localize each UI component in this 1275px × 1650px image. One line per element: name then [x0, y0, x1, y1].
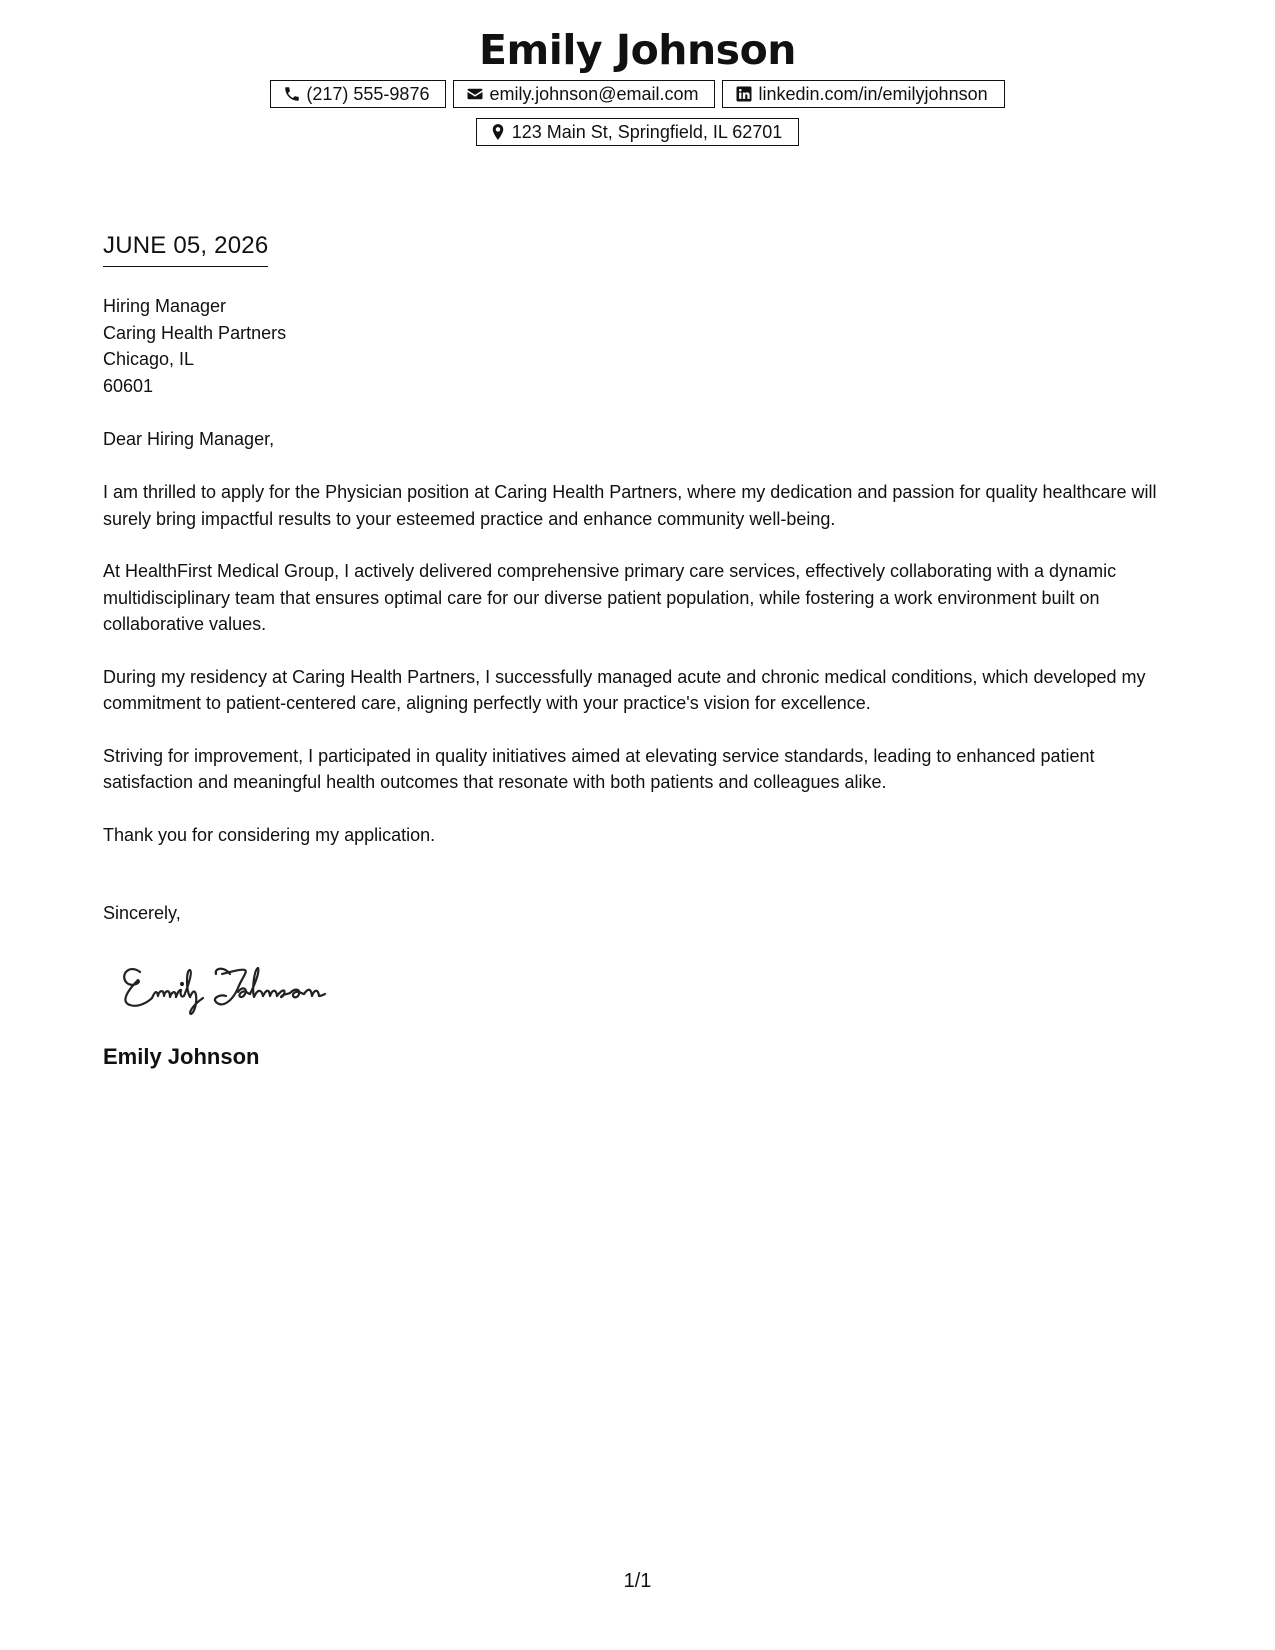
linkedin-url[interactable]: linkedin.com/in/emilyjohnson [758, 83, 988, 104]
body-paragraph: I am thrilled to apply for the Physician position at Caring Health Partners, where my dedication and passion for quality healthcare will surely bring impactful results to your esteemed practice and enhance community well-being. [103, 482, 1157, 529]
page-indicator: 1/1 [623, 1570, 652, 1592]
signer-name: Emily Johnson [103, 1044, 260, 1069]
letter-date: JUNE 05, 2026 [103, 232, 268, 267]
contact-row-primary [0, 80, 1275, 108]
closing: Sincerely, [103, 903, 181, 923]
linkedin-chip[interactable] [722, 80, 1004, 108]
envelope-icon [466, 85, 484, 103]
thank-you-line: Thank you for considering my application. [103, 824, 436, 845]
recipient-zip: 60601 [103, 375, 154, 396]
recipient-block [103, 293, 286, 399]
body-paragraph: At HealthFirst Medical Group, I actively delivered comprehensive primary care services, effectively collaborating with a dynamic multidisciplinary team that ensures optimal care for our diverse patient population, while fostering a work environment built on collaborative values. [103, 561, 1117, 634]
address-chip [476, 118, 800, 146]
recipient-title: Hiring Manager [103, 296, 227, 316]
recipient-company: Caring Health Partners [103, 322, 287, 343]
phone-chip [270, 80, 446, 108]
phone-number: (217) 555-9876 [306, 83, 430, 104]
street-address: 123 Main St, Springfield, IL 62701 [511, 121, 783, 142]
greeting: Dear Hiring Manager, [103, 429, 275, 449]
body-paragraph: During my residency at Caring Health Partners, I successfully managed acute and chronic medical conditions, which developed my commitment to patient-centered care, aligning perfectly with your practice's vision for excellence. [103, 666, 1146, 713]
linkedin-icon [735, 85, 753, 103]
map-pin-icon [489, 123, 507, 141]
handwritten-signature [118, 950, 348, 1020]
recipient-city: Chicago, IL [103, 349, 195, 369]
letter-body [103, 479, 1173, 874]
body-paragraph: Striving for improvement, I participated in quality initiatives aimed at elevating service standards, leading to enhanced patient satisfaction and meaningful health outcomes that resonate with both patients and colleagues alike. [103, 745, 1095, 792]
email-address[interactable]: emily.johnson@email.com [489, 83, 699, 104]
email-chip[interactable] [453, 80, 715, 108]
phone-icon [283, 85, 301, 103]
contact-row-secondary [0, 118, 1275, 146]
applicant-name: Emily Johnson [479, 26, 796, 74]
